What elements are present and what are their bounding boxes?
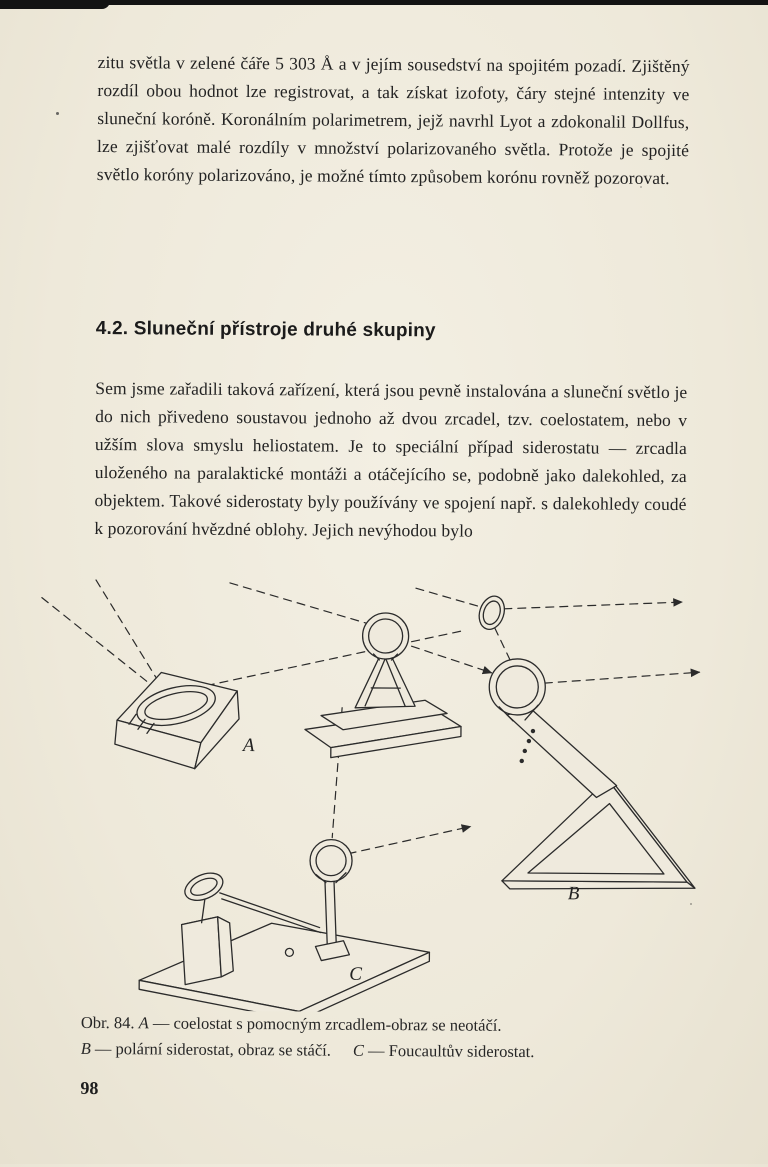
- caption-a-text: — coelostat s pomocným zrcadlem-obraz se neotáčí.: [149, 1013, 502, 1034]
- foucault-siderostat-drawing: [139, 838, 430, 1014]
- figure-84-illustration: [31, 578, 734, 1015]
- auxiliary-mirror-stand-drawing: [305, 612, 462, 758]
- figure-84: [31, 578, 734, 1015]
- caption-c-text: — Foucaultův siderostat.: [364, 1041, 535, 1061]
- scan-edge-corner: [0, 0, 110, 9]
- coelostat-mirror-drawing: [115, 672, 240, 769]
- caption-a-label: A: [139, 1013, 149, 1032]
- paragraph-continuation: zitu světla v zelené čáře 5 303 Å a v jejím sousedství na spojitém pozadí. Zjištěný rozdíl obou hodnot lze registrovat, a tak získat izofoty, čáry stejné intenzity ve sluneční koróně. Koronálním polarimetrem, jejž navrhl Lyot a zdokonalil Dollfus, lze zjišťovat malé rozdíly v množství polarizovaného světla. Protože je spojité světlo koróny polarizováno, je možné tímto způsobem korónu rovněž pozorovat.: [97, 48, 690, 192]
- figure-label-c: C: [349, 964, 362, 985]
- section-heading: 4.2. Sluneční přístroje druhé skupiny: [96, 318, 436, 342]
- caption-b-label: B: [81, 1039, 91, 1058]
- caption-b-text: — polární siderostat, obraz se stáčí.: [91, 1039, 331, 1060]
- page-number: 98: [80, 1078, 98, 1099]
- figure-label-a: A: [241, 735, 255, 756]
- figure-caption: [81, 1010, 695, 1066]
- paragraph-body: Sem jsme zařadili taková zařízení, která jsou pevně instalována a sluneční světlo je do nich přivedeno soustavou jednoho až dvou zrcadel, tzv. coelostatem, nebo v užším slova smyslu heliostatem. Je to speciální případ siderostatu — zrcadla uloženého na paralaktické montáži a otáčejícího se, podobně jako dalekohled, za objektem. Takové siderostaty byly používány ve spojení např. s dalekohledy coudé k pozorování hvězdné oblohy. Jejich nevýhodou bylo: [94, 374, 687, 546]
- caption-c-label: C: [353, 1041, 364, 1060]
- figure-label-b: B: [568, 883, 580, 904]
- scan-edge-top: [0, 0, 768, 5]
- caption-line-2: [81, 1036, 695, 1066]
- caption-prefix: Obr. 84.: [81, 1013, 139, 1032]
- polar-siderostat-drawing: [473, 593, 697, 890]
